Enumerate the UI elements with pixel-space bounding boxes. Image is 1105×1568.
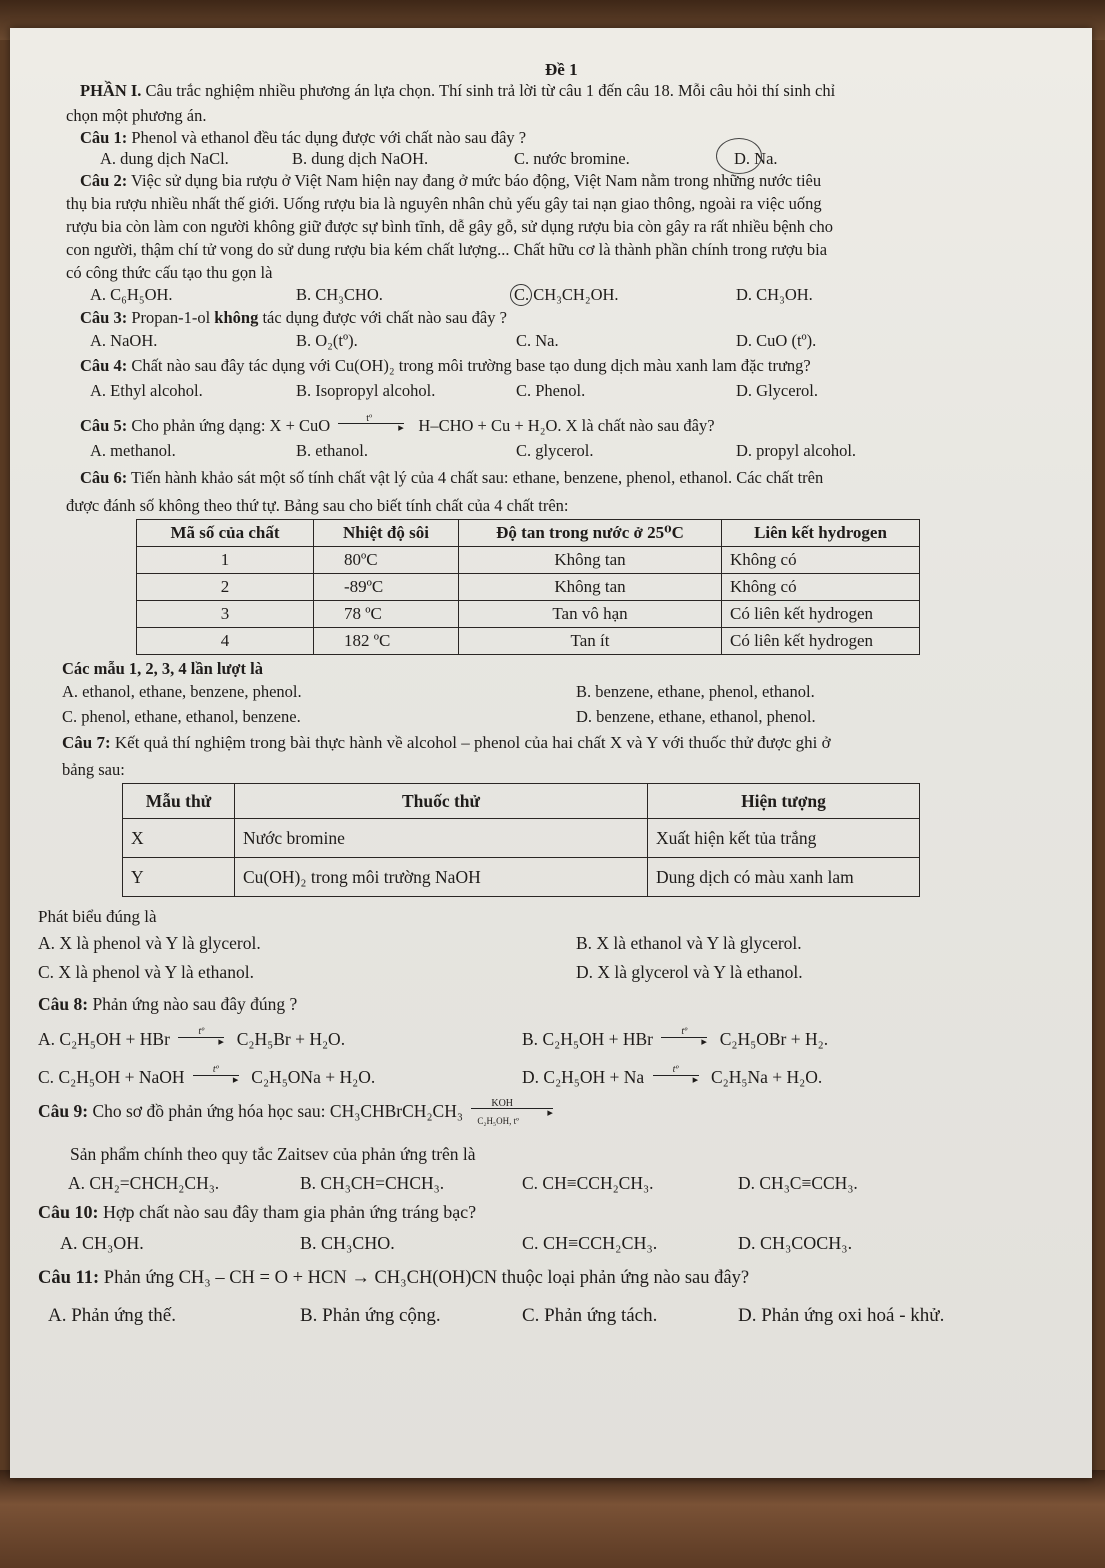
table-cell: Tan vô hạn xyxy=(459,601,722,628)
reaction-arrow: tº ▸ xyxy=(189,1069,247,1083)
q4-option-c: C. Phenol. xyxy=(516,381,586,400)
q2-stem-line2: thụ bia rượu nhiều nhất thế giới. Uống rượu bia là nguyên nhân chủ yếu gây tai nạn giao thông, ngoài ra việc uống xyxy=(66,194,822,213)
table-header-cell: Hiện tượng xyxy=(648,784,920,819)
reaction-arrow: tº ▸ xyxy=(649,1069,707,1083)
q9-option-b: B. CH₃CH=CHCH₃. xyxy=(300,1173,445,1193)
q7-prompt: Phát biểu đúng là xyxy=(38,907,157,926)
table-cell: 182 ºC xyxy=(314,628,459,655)
q9-option-d: D. CH₃C≡CCH₃. xyxy=(738,1173,858,1193)
reaction-arrow: tº ▸ xyxy=(657,1031,715,1045)
q11-option-c: C. Phản ứng tách. xyxy=(522,1305,658,1326)
table-header-cell: Thuốc thử xyxy=(235,784,648,819)
exam-paper xyxy=(10,28,1092,1478)
q4-option-a: A. Ethyl alcohol. xyxy=(90,381,203,400)
table-cell: Nước bromine xyxy=(235,819,648,858)
table-header-cell: Độ tan trong nước ở 25⁰C xyxy=(459,520,722,547)
answer-circle-mark xyxy=(510,284,532,306)
q1-option-a: A. dung dịch NaCl. xyxy=(100,149,229,168)
part1-line1: PHẦN I. Câu trắc nghiệm nhiều phương án lựa chọn. Thí sinh trả lời từ câu 1 đến câu 18. Mỗi câu hỏi thí sinh chỉ xyxy=(80,81,836,100)
q8-stem: Câu 8: Phản ứng nào sau đây đúng ? xyxy=(38,994,298,1014)
table-cell: Không có xyxy=(722,574,920,601)
table-cell: Y xyxy=(123,858,235,897)
q7-experiment-table xyxy=(122,783,920,897)
q6-properties-table xyxy=(136,519,920,655)
q10-option-b: B. CH₃CHO. xyxy=(300,1233,395,1253)
q9-option-a: A. CH₂=CHCH₂CH₃. xyxy=(68,1173,220,1193)
q7-option-c: C. X là phenol và Y là ethanol. xyxy=(38,962,254,982)
q7-option-d: D. X là glycerol và Y là ethanol. xyxy=(576,962,803,982)
table-cell: Dung dịch có màu xanh lam xyxy=(648,858,920,897)
q3-option-d: D. CuO (tº). xyxy=(736,331,817,350)
table-header-cell: Mẫu thử xyxy=(123,784,235,819)
q11-stem: Câu 11: Phản ứng CH₃ – CH = O + HCN → CH₃CH(OH)CN thuộc loại phản ứng nào sau đây? xyxy=(38,1268,750,1288)
table-cell: Cu(OH)₂ trong môi trường NaOH xyxy=(235,858,648,897)
table-cell: 80ºC xyxy=(314,547,459,574)
table-cell: Có liên kết hydrogen xyxy=(722,601,920,628)
q6-stem-line2: được đánh số không theo thứ tự. Bảng sau cho biết tính chất của 4 chất trên: xyxy=(66,496,569,515)
reaction-arrow: tº ▸ xyxy=(174,1031,232,1045)
q10-option-a: A. CH₃OH. xyxy=(60,1233,144,1253)
q6-option-a: A. ethanol, ethane, benzene, phenol. xyxy=(62,682,302,701)
q2-stem-line5: có công thức cấu tạo thu gọn là xyxy=(66,263,273,282)
q8-option-b: B. C₂H₅OH + HBr tº ▸ C₂H₅OBr + H₂. xyxy=(522,1026,829,1049)
q3-option-c: C. Na. xyxy=(516,331,559,350)
q1-stem: Câu 1: Phenol và ethanol đều tác dụng được với chất nào sau đây ? xyxy=(80,128,527,147)
q5-option-c: C. glycerol. xyxy=(516,441,594,460)
table-cell: 3 xyxy=(137,601,314,628)
q11-option-a: A. Phản ứng thế. xyxy=(48,1305,176,1326)
q9-stem: Câu 9: Cho sơ đồ phản ứng hóa học sau: CH₃CHBrCH₂CH₃ KOH ▸ C₂H₅OH, tº xyxy=(38,1101,561,1121)
answer-circle-mark xyxy=(716,138,762,174)
reaction-arrow: tº ▸ xyxy=(334,417,414,431)
table-cell: Không tan xyxy=(459,547,722,574)
table-cell: Không tan xyxy=(459,574,722,601)
q3-stem: Câu 3: Propan-1-ol không tác dụng được với chất nào sau đây ? xyxy=(80,308,507,327)
q11-option-b: B. Phản ứng cộng. xyxy=(300,1305,441,1326)
q5-stem: Câu 5: Cho phản ứng dạng: X + CuO tº ▸ H–CHO + Cu + H₂O. X là chất nào sau đây? xyxy=(80,413,715,435)
q2-stem-line4: con người, thậm chí tử vong do sử dung rượu bia kém chất lượng... Chất hữu cơ là thành phần chính trong rượu bia xyxy=(66,240,828,259)
table-row xyxy=(137,601,920,628)
q6-prompt: Các mẫu 1, 2, 3, 4 lần lượt là xyxy=(62,659,263,678)
table-row xyxy=(137,547,920,574)
table-cell: 4 xyxy=(137,628,314,655)
q2-stem-line1: Câu 2: Việc sử dụng bia rượu ở Việt Nam hiện nay đang ở mức báo động, Việt Nam nằm trong những nước tiêu xyxy=(80,171,822,190)
table-header-cell: Liên kết hydrogen xyxy=(722,520,920,547)
q2-option-a: A. C₆H₅OH. xyxy=(90,285,173,304)
desk-background-bottom xyxy=(0,1470,1105,1568)
q6-option-d: D. benzene, ethane, ethanol, phenol. xyxy=(576,707,816,726)
q4-stem: Câu 4: Chất nào sau đây tác dụng với Cu(OH)₂ trong môi trường base tạo dung dịch màu xanh lam đặc trưng? xyxy=(80,356,811,375)
q7-option-b: B. X là ethanol và Y là glycerol. xyxy=(576,933,802,953)
q1-option-c: C. nước bromine. xyxy=(514,149,630,168)
table-row xyxy=(123,819,920,858)
page-title: Đề 1 xyxy=(545,60,578,79)
table-cell: Không có xyxy=(722,547,920,574)
q8-option-d: D. C₂H₅OH + Na tº ▸ C₂H₅Na + H₂O. xyxy=(522,1064,823,1087)
q10-option-c: C. CH≡CCH₂CH₃. xyxy=(522,1233,658,1253)
table-cell: Có liên kết hydrogen xyxy=(722,628,920,655)
table-header-row xyxy=(123,784,920,819)
q3-option-b: B. O₂(tº). xyxy=(296,331,358,350)
table-cell: 2 xyxy=(137,574,314,601)
table-row xyxy=(137,628,920,655)
q1-option-b: B. dung dịch NaOH. xyxy=(292,149,429,168)
table-cell: X xyxy=(123,819,235,858)
table-header-cell: Mã số của chất xyxy=(137,520,314,547)
q6-option-c: C. phenol, ethane, ethanol, benzene. xyxy=(62,707,301,726)
q2-stem-line3: rượu bia còn làm con người không giữ được sự bình tĩnh, dễ gây gỗ, sử dụng rượu bia còn gây ra rất nhiều bệnh cho xyxy=(66,217,833,236)
q6-stem-line1: Câu 6: Tiến hành khảo sát một số tính chất vật lý của 4 chất sau: ethane, benzene, phenol, ethanol. Các chất trên xyxy=(80,468,824,487)
q2-option-c: C. CH₃CH₂OH. xyxy=(514,285,619,304)
q7-stem-line1: Câu 7: Kết quả thí nghiệm trong bài thực hành về alcohol – phenol của hai chất X và Y với thuốc thử được ghi ở xyxy=(62,733,831,752)
table-cell: Xuất hiện kết tủa trắng xyxy=(648,819,920,858)
q2-option-d: D. CH₃OH. xyxy=(736,285,813,304)
q4-option-b: B. Isopropyl alcohol. xyxy=(296,381,436,400)
q6-option-b: B. benzene, ethane, phenol, ethanol. xyxy=(576,682,815,701)
q4-option-d: D. Glycerol. xyxy=(736,381,819,400)
q8-option-c: C. C₂H₅OH + NaOH tº ▸ C₂H₅ONa + H₂O. xyxy=(38,1064,376,1087)
q10-stem: Câu 10: Hợp chất nào sau đây tham gia phản ứng tráng bạc? xyxy=(38,1202,477,1222)
table-cell: 1 xyxy=(137,547,314,574)
q9-option-c: C. CH≡CCH₂CH₃. xyxy=(522,1173,654,1193)
q2-option-b: B. CH₃CHO. xyxy=(296,285,383,304)
q11-option-d: D. Phản ứng oxi hoá - khử. xyxy=(738,1305,945,1326)
table-cell: Tan ít xyxy=(459,628,722,655)
q5-option-b: B. ethanol. xyxy=(296,441,368,460)
q5-option-d: D. propyl alcohol. xyxy=(736,441,857,460)
q3-option-a: A. NaOH. xyxy=(90,331,158,350)
q7-stem-line2: bảng sau: xyxy=(62,760,125,779)
q7-option-a: A. X là phenol và Y là glycerol. xyxy=(38,933,261,953)
table-header-cell: Nhiệt độ sôi xyxy=(314,520,459,547)
q5-option-a: A. methanol. xyxy=(90,441,176,460)
table-row xyxy=(137,574,920,601)
q8-option-a: A. C₂H₅OH + HBr tº ▸ C₂H₅Br + H₂O. xyxy=(38,1026,346,1049)
table-row xyxy=(123,858,920,897)
part1-line2: chọn một phương án. xyxy=(66,106,207,125)
q10-option-d: D. CH₃COCH₃. xyxy=(738,1233,853,1253)
q9-line2: Sản phẩm chính theo quy tắc Zaitsev của phản ứng trên là xyxy=(70,1144,476,1164)
reaction-arrow: KOH ▸ C₂H₅OH, tº xyxy=(467,1101,561,1117)
table-cell: -89ºC xyxy=(314,574,459,601)
table-header-row xyxy=(137,520,920,547)
table-cell: 78 ºC xyxy=(314,601,459,628)
q1-option-d: D. Na. xyxy=(734,149,778,168)
